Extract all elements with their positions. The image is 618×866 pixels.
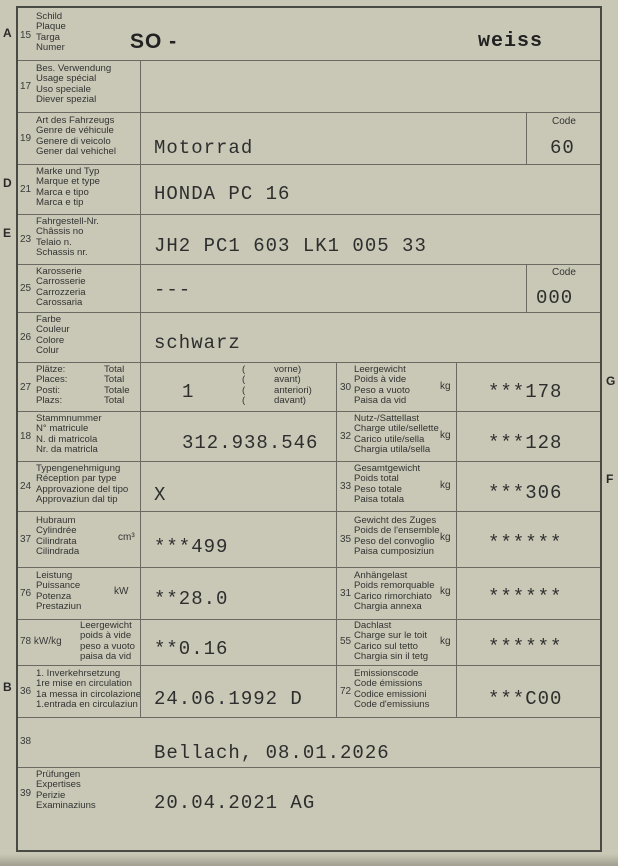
power-weight-ratio-value: **0.16 bbox=[154, 638, 229, 660]
side-letter-g: G bbox=[606, 374, 616, 388]
unit-label: kg bbox=[440, 480, 451, 491]
field-label: Leergewicht Poids à vide Peso a vuoto Paisa da vid bbox=[354, 364, 411, 407]
field-label: Marke und Typ Marque et type Marca e tipo Marca e tip bbox=[36, 166, 100, 209]
field-number: 37 bbox=[20, 534, 32, 545]
field-38-place-date bbox=[18, 718, 600, 768]
code-label: Code bbox=[552, 116, 576, 127]
field-label: Prüfungen Expertises Perizie Examinaziuns bbox=[36, 769, 96, 812]
unit-label: kg bbox=[440, 430, 451, 441]
field-number: 36 bbox=[20, 686, 32, 697]
displacement-value: ***499 bbox=[154, 536, 229, 558]
field-number: 25 bbox=[20, 283, 32, 294]
field-label: Nutz-/Sattellast Charge utile/sellette Carico utile/sella Chargia utila/sella bbox=[354, 413, 439, 456]
row-24-33 bbox=[18, 462, 600, 512]
field-number: 38 bbox=[20, 736, 32, 747]
field-label: Farbe Couleur Colore Colur bbox=[36, 314, 70, 357]
trailer-load-value: ****** bbox=[488, 586, 563, 608]
empty-weight-value: ***178 bbox=[488, 381, 563, 403]
field-number: 24 bbox=[20, 481, 32, 492]
unit-label: cm³ bbox=[118, 532, 135, 543]
paper-edge bbox=[0, 854, 618, 866]
plate-value: SO - bbox=[130, 30, 178, 53]
field-number: 27 bbox=[20, 382, 32, 393]
field-number: 78 kW/kg bbox=[20, 636, 62, 647]
field-label: Bes. Verwendung Usage spécial Uso speciale Diever spezial bbox=[36, 63, 112, 106]
body-code: 000 bbox=[536, 287, 574, 309]
field-15-plate bbox=[18, 8, 600, 61]
plate-color: weiss bbox=[478, 30, 544, 53]
chassis-value: JH2 PC1 603 LK1 005 33 bbox=[154, 235, 427, 257]
code-label: Code bbox=[552, 267, 576, 278]
field-label: Karosserie Carrosserie Carrozzeria Carossaria bbox=[36, 266, 86, 309]
field-label: Anhängelast Poids remorquable Carico rimorchiato Chargia annexa bbox=[354, 570, 435, 613]
payload-value: ***128 bbox=[488, 432, 563, 454]
unit-label: kg bbox=[440, 636, 451, 647]
field-number: 18 bbox=[20, 431, 32, 442]
make-model-value: HONDA PC 16 bbox=[154, 183, 291, 205]
field-number: 33 bbox=[340, 481, 352, 492]
field-number: 39 bbox=[20, 788, 32, 799]
vehicle-type-code: 60 bbox=[550, 137, 575, 159]
paren-brackets: ( ( ( ( bbox=[242, 364, 246, 407]
total-weight-value: ***306 bbox=[488, 482, 563, 504]
row-18-32 bbox=[18, 412, 600, 462]
field-25-body bbox=[18, 265, 600, 313]
body-value: --- bbox=[154, 279, 192, 301]
field-label: Art des Fahrzeugs Genre de véhicule Genere di veicolo Gener dal vehichel bbox=[36, 115, 116, 158]
field-number: 21 bbox=[20, 184, 32, 195]
field-label: Hubraum Cylindrée Cilindrata Cilindrada bbox=[36, 515, 80, 558]
emission-code-value: ***C00 bbox=[488, 688, 563, 710]
registration-grid bbox=[16, 6, 602, 852]
roof-load-value: ****** bbox=[488, 636, 563, 658]
field-number: 23 bbox=[20, 234, 32, 245]
field-number: 17 bbox=[20, 81, 32, 92]
field-number: 32 bbox=[340, 431, 352, 442]
seats-value: 1 bbox=[182, 381, 195, 403]
combination-weight-value: ****** bbox=[488, 532, 563, 554]
field-26-color bbox=[18, 313, 600, 363]
color-value: schwarz bbox=[154, 332, 241, 354]
side-letter-b: B bbox=[3, 680, 12, 694]
field-label: Leistung Puissance Potenza Prestaziun bbox=[36, 570, 82, 613]
side-letter-d: D bbox=[3, 176, 12, 190]
field-label-front: vorne) avant) anteriori) davant) bbox=[274, 364, 312, 407]
unit-label: kg bbox=[440, 532, 451, 543]
issue-place-date-value: Bellach, 08.01.2026 bbox=[154, 742, 390, 764]
field-label: Leergewicht poids à vide peso a vuoto paisa da vid bbox=[80, 620, 135, 663]
field-number: 76 bbox=[20, 588, 32, 599]
field-number: 26 bbox=[20, 332, 32, 343]
field-label: Gewicht des Zuges Poids de l'ensemble Peso del convoglio Paisa cumposiziun bbox=[354, 515, 440, 558]
field-label: Stammnummer N° matricule N. di matricola Nr. da matricla bbox=[36, 413, 102, 456]
field-number: 55 bbox=[340, 636, 352, 647]
field-17-special-use bbox=[18, 61, 600, 113]
field-number: 15 bbox=[20, 30, 32, 41]
field-19-vehicle-type bbox=[18, 113, 600, 165]
field-label: Schild Plaque Targa Numer bbox=[36, 11, 66, 54]
side-letter-e: E bbox=[3, 226, 12, 240]
power-value: **28.0 bbox=[154, 588, 229, 610]
field-21-make-model bbox=[18, 165, 600, 215]
field-39-inspections bbox=[18, 768, 600, 850]
unit-label: kg bbox=[440, 586, 451, 597]
row-27-30 bbox=[18, 363, 600, 412]
field-label: Plätze: Places: Posti: Plazs: bbox=[36, 364, 68, 407]
inspection-value: 20.04.2021 AG bbox=[154, 792, 316, 814]
field-23-chassis bbox=[18, 215, 600, 265]
field-label: Dachlast Charge sur le toit Carico sul tetto Chargia sin il tetg bbox=[354, 620, 429, 663]
unit-label: kW bbox=[114, 586, 129, 597]
field-label: 1. Inverkehrsetzung 1re mise en circulation 1a messa in circolazione 1.entrada en circulaziun bbox=[36, 668, 142, 711]
row-36-72 bbox=[18, 666, 600, 718]
unit-label: kg bbox=[440, 381, 451, 392]
field-label: Gesamtgewicht Poids total Peso totale Paisa totala bbox=[354, 463, 421, 506]
field-number: 19 bbox=[20, 133, 32, 144]
side-letter-f: F bbox=[606, 472, 614, 486]
field-label: Fahrgestell-Nr. Châssis no Telaio n. Schassis nr. bbox=[36, 216, 99, 259]
field-number: 31 bbox=[340, 588, 352, 599]
row-37-35 bbox=[18, 512, 600, 568]
field-label: Typengenehmigung Réception par type Approvazione del tipo Approvaziun dal tip bbox=[36, 463, 129, 506]
field-number: 35 bbox=[340, 534, 352, 545]
field-number: 72 bbox=[340, 686, 352, 697]
vehicle-type-value: Motorrad bbox=[154, 137, 254, 159]
type-approval-value: X bbox=[154, 484, 167, 506]
row-76-31 bbox=[18, 568, 600, 620]
matricule-value: 312.938.546 bbox=[182, 432, 319, 454]
row-78-55 bbox=[18, 620, 600, 666]
field-label-total: Total Total Totale Total bbox=[104, 364, 130, 407]
side-letter-a: A bbox=[3, 26, 12, 40]
field-number: 30 bbox=[340, 382, 352, 393]
field-label: Emissionscode Code émissions Codice emissioni Code d'emissiuns bbox=[354, 668, 430, 711]
first-registration-value: 24.06.1992 D bbox=[154, 688, 303, 710]
